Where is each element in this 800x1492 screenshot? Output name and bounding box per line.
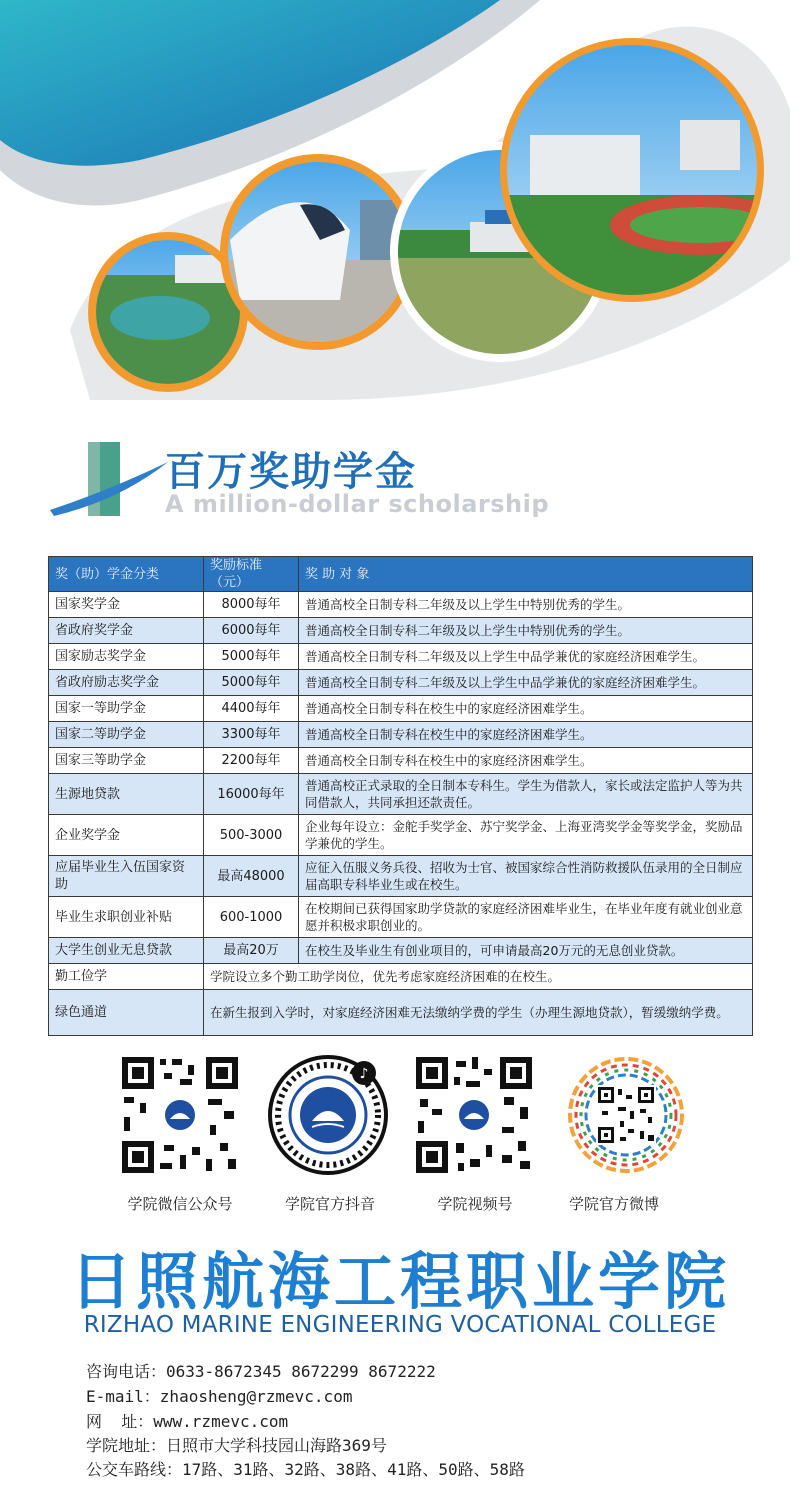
table-row (49, 696, 753, 722)
row-amount: 3300每年 (204, 722, 299, 748)
header-target: 奖 助 对 象 (299, 557, 753, 592)
table-row (49, 938, 753, 964)
header-category: 奖（助）学金分类 (49, 557, 204, 592)
wechat-qr-code[interactable] (120, 1055, 240, 1175)
table-row (49, 592, 753, 618)
douyin-qr-code[interactable] (268, 1055, 388, 1175)
scholarship-subtitle: A million-dollar scholarship (165, 490, 550, 518)
contact-email[interactable]: E-mail：zhaosheng@rzmevc.com (86, 1387, 353, 1406)
row-amount: 500-3000 (204, 815, 299, 856)
table-row (49, 618, 753, 644)
row-name: 企业奖学金 (49, 815, 204, 856)
row-target: 应征入伍服义务兵役、招收为士官、被国家综合性消防救援队伍录用的全日制应届高职专科毕业生或在校生。 (299, 856, 753, 897)
row-name: 省政府奖学金 (49, 618, 204, 644)
weibo-qr-code[interactable] (566, 1055, 686, 1175)
row-target: 普通高校全日制专科二年级及以上学生中品学兼优的家庭经济困难学生。 (299, 670, 753, 696)
header-amount: 奖励标准（元） (204, 557, 299, 592)
svg-text:♪: ♪ (359, 1066, 369, 1082)
contact-website[interactable]: 网 址：www.rzmevc.com (86, 1412, 289, 1431)
contact-phone: 咨询电话：0633-8672345 8672299 8672222 (86, 1362, 436, 1381)
table-row (49, 856, 753, 897)
row-name: 生源地贷款 (49, 774, 204, 815)
row-name: 毕业生求职创业补贴 (49, 897, 204, 938)
row-amount: 600-1000 (204, 897, 299, 938)
table-row (49, 748, 753, 774)
row-target: 学院设立多个勤工助学岗位，优先考虑家庭经济困难的在校生。 (204, 964, 753, 990)
row-target: 普通高校正式录取的全日制本专科生。学生为借款人，家长或法定监护人等为共同借款人，共同承担还款责任。 (299, 774, 753, 815)
contact-bus-routes: 公交车路线：17路、31路、32路、38路、41路、50路、58路 (86, 1460, 525, 1479)
header-photo-collage (0, 0, 800, 400)
row-amount: 6000每年 (204, 618, 299, 644)
row-target: 普通高校全日制专科二年级及以上学生中特别优秀的学生。 (299, 618, 753, 644)
row-amount: 4400每年 (204, 696, 299, 722)
row-target: 在校期间已获得国家助学贷款的家庭经济困难毕业生，在毕业年度有就业创业意愿并积极求职创业的。 (299, 897, 753, 938)
row-name: 绿色通道 (49, 990, 204, 1036)
table-row (49, 964, 753, 990)
row-name: 勤工俭学 (49, 964, 204, 990)
row-amount: 5000每年 (204, 670, 299, 696)
row-name: 国家奖学金 (49, 592, 204, 618)
row-target: 在校生及毕业生有创业项目的，可申请最高20万元的无息创业贷款。 (299, 938, 753, 964)
row-target: 普通高校全日制专科二年级及以上学生中品学兼优的家庭经济困难学生。 (299, 644, 753, 670)
row-amount: 16000每年 (204, 774, 299, 815)
contact-address: 学院地址：日照市大学科技园山海路369号 (86, 1436, 387, 1455)
row-name: 国家励志奖学金 (49, 644, 204, 670)
table-row (49, 644, 753, 670)
row-target: 在新生报到入学时，对家庭经济困难无法缴纳学费的学生（办理生源地贷款），暂缓缴纳学费。 (204, 990, 753, 1036)
row-name: 省政府励志奖学金 (49, 670, 204, 696)
row-amount: 8000每年 (204, 592, 299, 618)
row-target: 普通高校全日制专科在校生中的家庭经济困难学生。 (299, 696, 753, 722)
row-name: 国家一等助学金 (49, 696, 204, 722)
qr-caption-video: 学院视频号 (437, 1195, 513, 1213)
row-amount: 5000每年 (204, 644, 299, 670)
table-header-row (49, 557, 753, 592)
row-target: 普通高校全日制专科在校生中的家庭经济困难学生。 (299, 722, 753, 748)
table-row (49, 670, 753, 696)
table-row (49, 774, 753, 815)
row-target: 普通高校全日制专科二年级及以上学生中特别优秀的学生。 (299, 592, 753, 618)
row-target: 普通高校全日制专科在校生中的家庭经济困难学生。 (299, 748, 753, 774)
row-name: 大学生创业无息贷款 (49, 938, 204, 964)
video-channel-qr-code[interactable] (414, 1055, 534, 1175)
row-amount: 最高20万 (204, 938, 299, 964)
table-row (49, 897, 753, 938)
section-logo-mark (50, 440, 170, 520)
row-amount: 2200每年 (204, 748, 299, 774)
table-row (49, 815, 753, 856)
row-name: 应届毕业生入伍国家资助 (49, 856, 204, 897)
qr-caption-weibo: 学院官方微博 (568, 1195, 659, 1213)
row-name: 国家二等助学金 (49, 722, 204, 748)
row-name: 国家三等助学金 (49, 748, 204, 774)
qr-caption-douyin: 学院官方抖音 (284, 1195, 375, 1213)
row-amount: 最高48000 (204, 856, 299, 897)
table-row (49, 990, 753, 1036)
table-row (49, 722, 753, 748)
row-target: 企业每年设立：金舵手奖学金、苏宁奖学金、上海亚湾奖学金等奖学金，奖励品学兼优的学生。 (299, 815, 753, 856)
scholarship-table (48, 556, 753, 1036)
scholarship-title: 百万奖助学金 (165, 449, 417, 495)
college-name-en: RIZHAO MARINE ENGINEERING VOCATIONAL COLLEGE (83, 1312, 717, 1338)
college-name-cn: 日照航海工程职业学院 (69, 1245, 730, 1318)
qr-caption-wechat: 学院微信公众号 (127, 1195, 233, 1213)
